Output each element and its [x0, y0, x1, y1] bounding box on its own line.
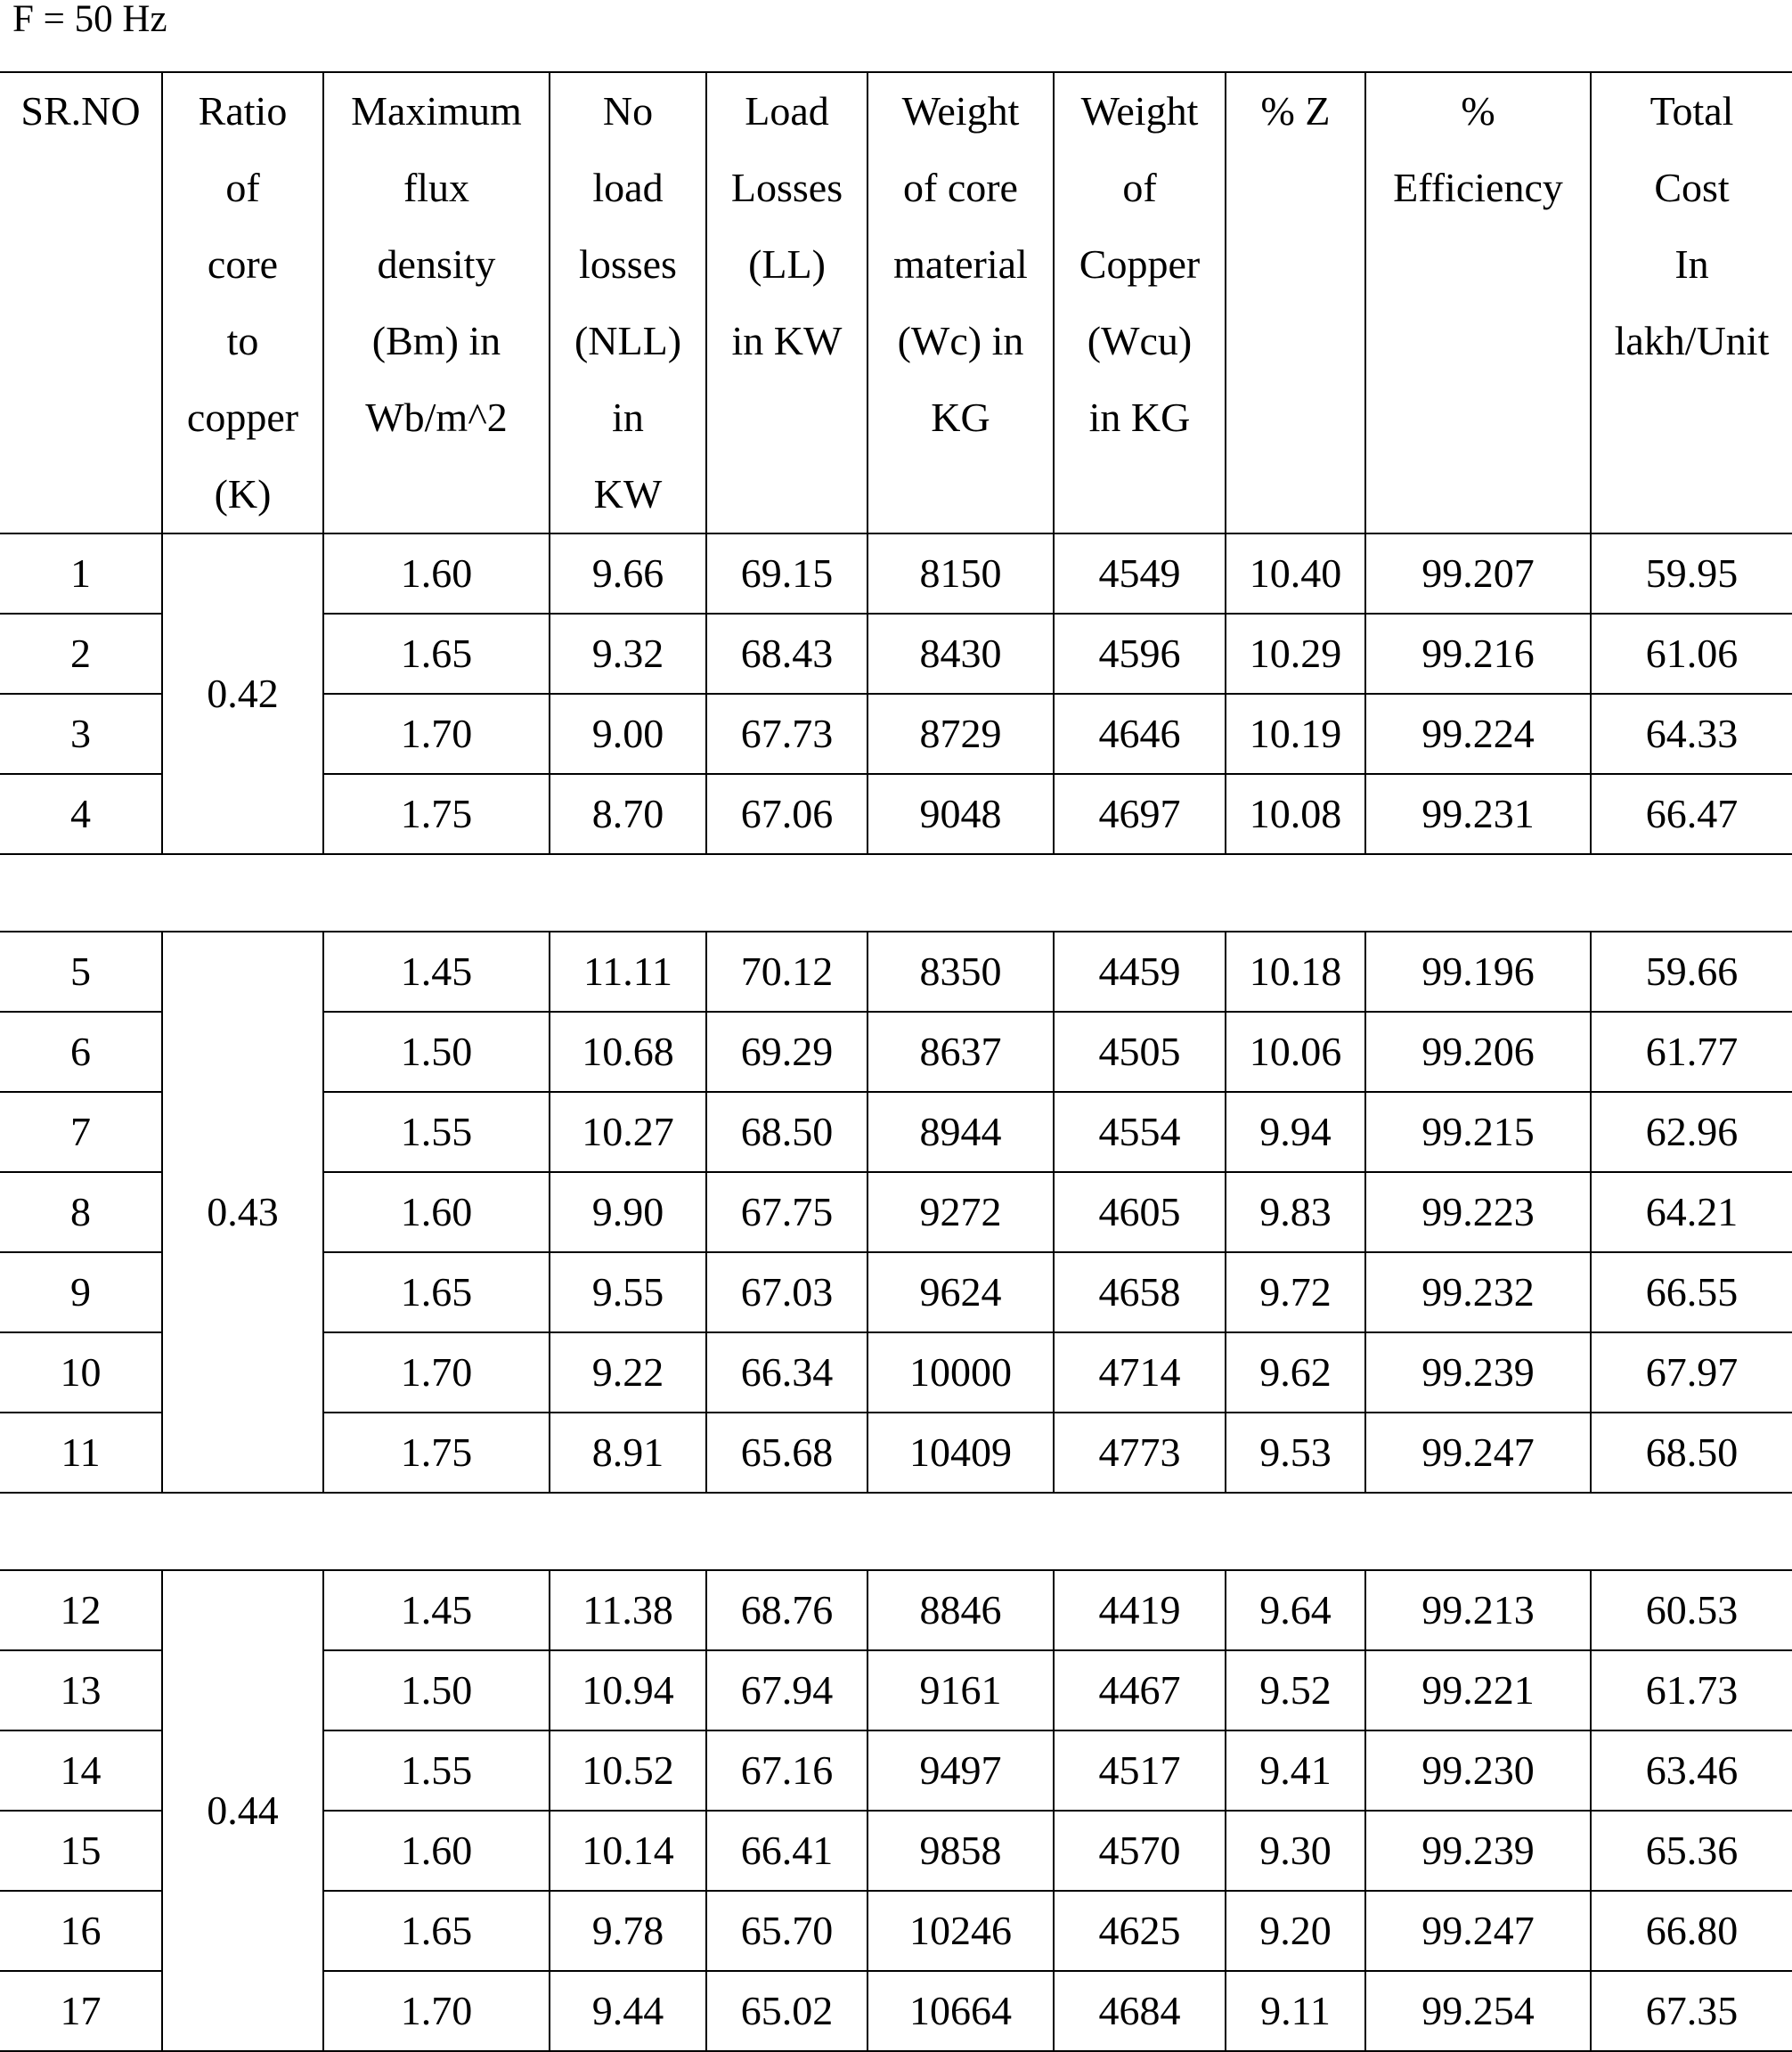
group-separator-cell — [0, 854, 1792, 932]
table-cell: 1.50 — [323, 1650, 550, 1730]
transformer-design-table — [0, 71, 1792, 2052]
table-cell: 66.41 — [706, 1811, 867, 1891]
table-cell: 67.03 — [706, 1252, 867, 1332]
table-cell: 9.64 — [1226, 1570, 1365, 1650]
table-cell: 9.22 — [550, 1332, 706, 1413]
table-cell: 61.77 — [1591, 1012, 1792, 1092]
header-line: in — [612, 395, 644, 440]
table-cell: 8846 — [867, 1570, 1054, 1650]
header-line: material — [893, 241, 1028, 287]
table-cell: 67.35 — [1591, 1971, 1792, 2051]
header-line: % Z — [1260, 88, 1331, 134]
header-line: Cost — [1654, 165, 1730, 210]
header-line: copper — [186, 395, 299, 440]
header-line: Load — [745, 88, 829, 134]
table-cell: 60.53 — [1591, 1570, 1792, 1650]
ratio-k-cell: 0.42 — [162, 533, 323, 854]
table-cell: 4 — [0, 774, 162, 854]
header-line: KW — [593, 471, 663, 517]
header-total-cost — [1591, 72, 1792, 533]
table-caption: F = 50 Hz — [12, 0, 167, 40]
table-cell: 16 — [0, 1891, 162, 1971]
table-cell: 10000 — [867, 1332, 1054, 1413]
table-cell: 99.247 — [1365, 1413, 1591, 1493]
header-line: lakh/Unit — [1614, 318, 1770, 363]
table-cell: 9.41 — [1226, 1730, 1365, 1811]
header-load-losses — [706, 72, 867, 533]
header-line: Losses — [730, 165, 843, 210]
header-line: Ratio — [198, 88, 288, 134]
table-cell: 65.68 — [706, 1413, 867, 1493]
table-cell: 8637 — [867, 1012, 1054, 1092]
table-cell: 8.70 — [550, 774, 706, 854]
table-cell: 11 — [0, 1413, 162, 1493]
table-cell: 9.72 — [1226, 1252, 1365, 1332]
table-cell: 13 — [0, 1650, 162, 1730]
header-line: to — [226, 318, 259, 363]
table-cell: 4419 — [1054, 1570, 1226, 1650]
header-line: (K) — [214, 471, 272, 517]
table-cell: 9.11 — [1226, 1971, 1365, 2051]
table-cell: 99.239 — [1365, 1332, 1591, 1413]
header-line: Maximum — [351, 88, 522, 134]
table-cell: 10.94 — [550, 1650, 706, 1730]
table-cell: 1.75 — [323, 774, 550, 854]
table-body — [0, 533, 1792, 2051]
table-cell: 10.52 — [550, 1730, 706, 1811]
table-cell: 9.30 — [1226, 1811, 1365, 1891]
header-weight-copper — [1054, 72, 1226, 533]
table-cell: 99.231 — [1365, 774, 1591, 854]
table-cell: 10.06 — [1226, 1012, 1365, 1092]
table-cell: 1.60 — [323, 1172, 550, 1252]
table-cell: 70.12 — [706, 932, 867, 1012]
header-line: Wb/m^2 — [365, 395, 508, 440]
table-cell: 99.230 — [1365, 1730, 1591, 1811]
table-cell: 4505 — [1054, 1012, 1226, 1092]
table-cell: 9.52 — [1226, 1650, 1365, 1730]
table-cell: 9.78 — [550, 1891, 706, 1971]
table-cell: 10.29 — [1226, 614, 1365, 694]
header-line: load — [592, 165, 664, 210]
header-line: (Wcu) — [1087, 318, 1193, 363]
table-cell: 2 — [0, 614, 162, 694]
header-no-load-losses — [550, 72, 706, 533]
table-cell: 6 — [0, 1012, 162, 1092]
table-cell: 67.73 — [706, 694, 867, 774]
table-cell: 4554 — [1054, 1092, 1226, 1172]
table-cell: 10409 — [867, 1413, 1054, 1493]
table-cell: 1.65 — [323, 1252, 550, 1332]
table-cell: 9.62 — [1226, 1332, 1365, 1413]
table-cell: 5 — [0, 932, 162, 1012]
table-cell: 69.29 — [706, 1012, 867, 1092]
table-cell: 1.60 — [323, 533, 550, 614]
table-cell: 1.65 — [323, 1891, 550, 1971]
table-cell: 67.75 — [706, 1172, 867, 1252]
table-cell: 1.60 — [323, 1811, 550, 1891]
table-cell: 1.50 — [323, 1012, 550, 1092]
table-cell: 12 — [0, 1570, 162, 1650]
header-line: Weight — [901, 88, 1020, 134]
table-cell: 10 — [0, 1332, 162, 1413]
header-efficiency — [1365, 72, 1591, 533]
table-cell: 64.33 — [1591, 694, 1792, 774]
header-line: Efficiency — [1393, 165, 1563, 210]
table-cell: 4684 — [1054, 1971, 1226, 2051]
table-cell: 9.53 — [1226, 1413, 1365, 1493]
table-cell: 99.215 — [1365, 1092, 1591, 1172]
table-cell: 61.73 — [1591, 1650, 1792, 1730]
header-row — [0, 72, 1792, 533]
table-cell: 4605 — [1054, 1172, 1226, 1252]
table-cell: 65.02 — [706, 1971, 867, 2051]
table-cell: 99.239 — [1365, 1811, 1591, 1891]
table-cell: 99.232 — [1365, 1252, 1591, 1332]
header-line: (Wc) in — [897, 318, 1024, 363]
table-cell: 99.196 — [1365, 932, 1591, 1012]
header-max-flux-density — [323, 72, 550, 533]
table-cell: 1.55 — [323, 1092, 550, 1172]
table-cell: 1.70 — [323, 694, 550, 774]
header-line: (NLL) — [574, 318, 682, 363]
table-cell: 10246 — [867, 1891, 1054, 1971]
table-cell: 99.247 — [1365, 1891, 1591, 1971]
header-line: Total — [1649, 88, 1734, 134]
table-cell: 1.70 — [323, 1971, 550, 2051]
table-cell: 10.40 — [1226, 533, 1365, 614]
table-cell: 3 — [0, 694, 162, 774]
table-cell: 11.38 — [550, 1570, 706, 1650]
table-cell: 17 — [0, 1971, 162, 2051]
header-sr-no — [0, 72, 162, 533]
ratio-k-cell: 0.43 — [162, 932, 323, 1493]
table-cell: 59.95 — [1591, 533, 1792, 614]
header-line: losses — [579, 241, 677, 287]
header-percent-z — [1226, 72, 1365, 533]
table-row — [0, 1570, 1792, 1650]
table-cell: 9.00 — [550, 694, 706, 774]
header-line: In — [1674, 241, 1709, 287]
table-row — [0, 533, 1792, 614]
table-cell: 8350 — [867, 932, 1054, 1012]
table-cell: 4697 — [1054, 774, 1226, 854]
header-line: Weight — [1080, 88, 1199, 134]
table-cell: 69.15 — [706, 533, 867, 614]
table-cell: 4596 — [1054, 614, 1226, 694]
table-cell: 9272 — [867, 1172, 1054, 1252]
table-cell: 99.221 — [1365, 1650, 1591, 1730]
table-cell: 8430 — [867, 614, 1054, 694]
table-cell: 64.21 — [1591, 1172, 1792, 1252]
table-cell: 9497 — [867, 1730, 1054, 1811]
table-cell: 99.223 — [1365, 1172, 1591, 1252]
table-cell: 9858 — [867, 1811, 1054, 1891]
table-cell: 65.70 — [706, 1891, 867, 1971]
table-cell: 4459 — [1054, 932, 1226, 1012]
table-cell: 9.55 — [550, 1252, 706, 1332]
header-line: of core — [903, 165, 1018, 210]
table-cell: 66.34 — [706, 1332, 867, 1413]
table-cell: 8.91 — [550, 1413, 706, 1493]
table-cell: 9.90 — [550, 1172, 706, 1252]
table-cell: 11.11 — [550, 932, 706, 1012]
header-line: (Bm) in — [371, 318, 501, 363]
table-cell: 68.50 — [706, 1092, 867, 1172]
table-cell: 8150 — [867, 533, 1054, 614]
header-line: density — [377, 241, 496, 287]
table-cell: 63.46 — [1591, 1730, 1792, 1811]
table-cell: 1 — [0, 533, 162, 614]
table-cell: 8 — [0, 1172, 162, 1252]
header-line: Copper — [1079, 241, 1201, 287]
table-cell: 4517 — [1054, 1730, 1226, 1811]
header-line: KG — [931, 395, 990, 440]
table-cell: 10.08 — [1226, 774, 1365, 854]
table-cell: 1.75 — [323, 1413, 550, 1493]
table-cell: 10.19 — [1226, 694, 1365, 774]
table-cell: 8944 — [867, 1092, 1054, 1172]
table-cell: 4467 — [1054, 1650, 1226, 1730]
header-line: % — [1461, 88, 1495, 134]
group-separator — [0, 1493, 1792, 1570]
table-cell: 9.94 — [1226, 1092, 1365, 1172]
table-cell: 9.83 — [1226, 1172, 1365, 1252]
header-line: core — [207, 241, 279, 287]
table-cell: 10.14 — [550, 1811, 706, 1891]
header-line: in KW — [731, 318, 843, 363]
table-cell: 68.43 — [706, 614, 867, 694]
table-cell: 10.18 — [1226, 932, 1365, 1012]
table-cell: 8729 — [867, 694, 1054, 774]
table-cell: 4714 — [1054, 1332, 1226, 1413]
table-cell: 1.70 — [323, 1332, 550, 1413]
table-cell: 10.68 — [550, 1012, 706, 1092]
table-cell: 67.97 — [1591, 1332, 1792, 1413]
table-cell: 14 — [0, 1730, 162, 1811]
table-cell: 99.216 — [1365, 614, 1591, 694]
table-cell: 9624 — [867, 1252, 1054, 1332]
header-line: (LL) — [748, 241, 826, 287]
table-cell: 4549 — [1054, 533, 1226, 614]
table-cell: 4658 — [1054, 1252, 1226, 1332]
table-cell: 15 — [0, 1811, 162, 1891]
ratio-k-cell: 0.44 — [162, 1570, 323, 2051]
table-cell: 66.80 — [1591, 1891, 1792, 1971]
table-cell: 61.06 — [1591, 614, 1792, 694]
table-cell: 10664 — [867, 1971, 1054, 2051]
table-cell: 1.55 — [323, 1730, 550, 1811]
table-cell: 7 — [0, 1092, 162, 1172]
table-cell: 4773 — [1054, 1413, 1226, 1493]
table-cell: 68.76 — [706, 1570, 867, 1650]
table-cell: 4570 — [1054, 1811, 1226, 1891]
table-cell: 66.55 — [1591, 1252, 1792, 1332]
header-weight-core — [867, 72, 1054, 533]
header-line: SR.NO — [20, 88, 141, 134]
table-cell: 9.32 — [550, 614, 706, 694]
table-cell: 9 — [0, 1252, 162, 1332]
header-line: flux — [403, 165, 470, 210]
table-cell: 1.45 — [323, 932, 550, 1012]
table-cell: 9.44 — [550, 1971, 706, 2051]
header-line: in KG — [1088, 395, 1191, 440]
table-cell: 99.224 — [1365, 694, 1591, 774]
table-cell: 1.65 — [323, 614, 550, 694]
table-cell: 59.66 — [1591, 932, 1792, 1012]
table-row — [0, 932, 1792, 1012]
table-cell: 9.66 — [550, 533, 706, 614]
group-separator — [0, 854, 1792, 932]
table-cell: 9161 — [867, 1650, 1054, 1730]
table-cell: 99.207 — [1365, 533, 1591, 614]
table-cell: 9.20 — [1226, 1891, 1365, 1971]
table-cell: 67.94 — [706, 1650, 867, 1730]
table-cell: 67.16 — [706, 1730, 867, 1811]
table-cell: 62.96 — [1591, 1092, 1792, 1172]
table-cell: 67.06 — [706, 774, 867, 854]
table-cell: 4646 — [1054, 694, 1226, 774]
header-line: of — [1122, 165, 1157, 210]
header-ratio-k — [162, 72, 323, 533]
table-cell: 4625 — [1054, 1891, 1226, 1971]
header-line: of — [225, 165, 260, 210]
table-cell: 65.36 — [1591, 1811, 1792, 1891]
table-cell: 99.206 — [1365, 1012, 1591, 1092]
table-cell: 99.254 — [1365, 1971, 1591, 2051]
table-cell: 9048 — [867, 774, 1054, 854]
table-cell: 99.213 — [1365, 1570, 1591, 1650]
group-separator-cell — [0, 1493, 1792, 1570]
table-cell: 10.27 — [550, 1092, 706, 1172]
table-cell: 66.47 — [1591, 774, 1792, 854]
table-cell: 68.50 — [1591, 1413, 1792, 1493]
header-line: No — [602, 88, 654, 134]
table-cell: 1.45 — [323, 1570, 550, 1650]
